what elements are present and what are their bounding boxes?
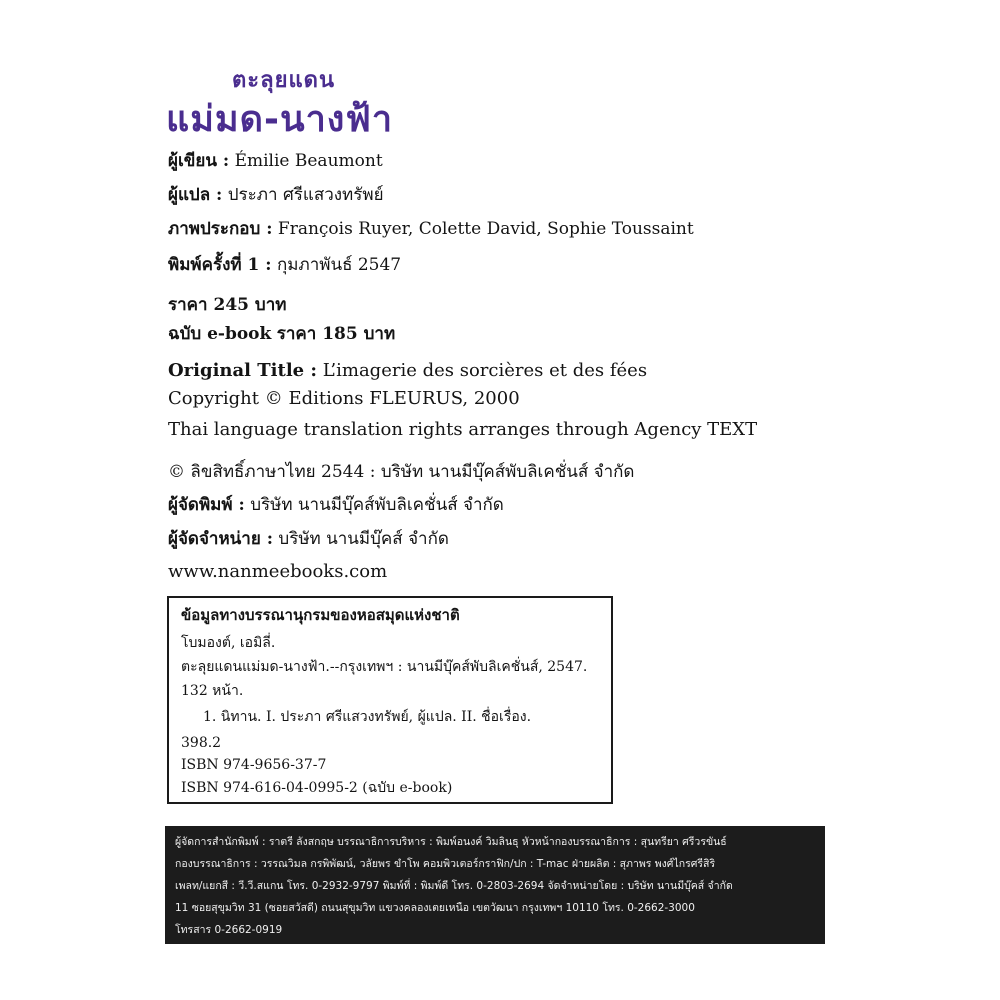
price: ราคา 245 บาท: [168, 295, 287, 315]
illustrator-label: ภาพประกอบ :: [168, 219, 273, 239]
footer-line: โทรสาร 0-2662-0919: [175, 924, 283, 936]
footer-line: เพลท/แยกสี : วี.วี.สแกน โทร. 0-2932-9797 พิมพ์ที่ : พิมพ์ดี โทร. 0-2803-2694 จัดจำหน่ายโดย : บริษัท นานมีบุ๊คส์ จำกัด: [175, 880, 733, 892]
illustrator-names: François Ruyer, Colette David, Sophie Toussaint: [277, 219, 694, 239]
translator-name: ประภา ศรีแสวงทรัพย์: [227, 185, 384, 205]
publisher-label: ผู้จัดพิมพ์ :: [168, 495, 245, 515]
original-title-label: Original Title :: [168, 360, 318, 381]
publisher-line: [168, 494, 504, 516]
distributor-line: [168, 528, 449, 550]
ebook-label: ฉบับ e-book: [168, 324, 272, 344]
catalog-line: 132 หน้า.: [181, 683, 244, 699]
copyright: Copyright © Editions FLEURUS, 2000: [168, 388, 520, 409]
edition-date: กุมภาพันธ์ 2547: [276, 255, 402, 275]
catalog-line: 1. นิทาน. I. ประภา ศรีแสวงทรัพย์, ผู้แปล. II. ชื่อเรื่อง.: [203, 709, 532, 725]
ebook-price-line: [168, 323, 395, 345]
catalog-line: ตะลุยแดนแม่มด-นางฟ้า.--กรุงเทพฯ : นานมีบุ๊คส์พับลิเคชั่นส์, 2547.: [181, 659, 588, 675]
catalog-isbn: ISBN 974-9656-37-7: [181, 757, 327, 773]
catalog-heading: ข้อมูลทางบรรณานุกรมของหอสมุดแห่งชาติ: [181, 606, 460, 624]
distributor-name: บริษัท นานมีบุ๊คส์ จำกัด: [278, 529, 449, 549]
author-line: [168, 150, 383, 172]
footer-line: กองบรรณาธิการ : วรรณวิมล กรพิพัฒน์, วลัยพร ขำโพ คอมพิวเตอร์กราฟิก/ปก : T-mac ฝ่ายผลิต : สุภาพร พงศ์ไกรศรีสิริ: [175, 858, 716, 870]
catalog-line: โบมองต์, เอมิลี่.: [181, 635, 276, 651]
cataloging-data-box: [167, 596, 613, 804]
translator-label: ผู้แปล :: [168, 185, 223, 205]
book-subtitle: ตะลุยแดน: [232, 68, 335, 93]
footer-line: ผู้จัดการสำนักพิมพ์ : ราตรี ลังสกฤษ บรรณาธิการบริหาร : พิมพ์อนงค์ วิมลินธุ หัวหน้ากองบรรณาธิการ : สุนทรียา ศรีวรขันธ์: [175, 836, 727, 848]
ebook-price: ราคา 185 บาท: [276, 324, 396, 344]
website: www.nanmeebooks.com: [168, 561, 388, 582]
thai-copyright: © ลิขสิทธิ์ภาษาไทย 2544 : บริษัท นานมีบุ๊คส์พับลิเคชั่นส์ จำกัด: [168, 462, 635, 482]
distributor-label: ผู้จัดจำหน่าย :: [168, 529, 273, 549]
footer-line: 11 ซอยสุขุมวิท 31 (ซอยสวัสดี) ถนนสุขุมวิท แขวงคลองเตยเหนือ เขตวัฒนา กรุงเทพฯ 10110 โทร. 0-2662-3000: [175, 902, 695, 914]
edition-line: [168, 254, 401, 276]
catalog-line: 398.2: [181, 735, 222, 751]
original-title-line: [168, 360, 647, 382]
original-title: L’imagerie des sorcières et des fées: [322, 360, 648, 381]
edition-label: พิมพ์ครั้งที่ 1 :: [168, 255, 272, 275]
translator-line: [168, 184, 384, 206]
author-label: ผู้เขียน :: [168, 151, 230, 171]
illustrator-line: [168, 218, 694, 240]
staff-credits-panel: [165, 826, 825, 944]
publisher-name: บริษัท นานมีบุ๊คส์พับลิเคชั่นส์ จำกัด: [250, 495, 504, 515]
catalog-isbn-ebook: ISBN 974-616-04-0995-2 (ฉบับ e-book): [181, 780, 453, 796]
book-title: แม่มด-นางฟ้า: [166, 99, 394, 140]
translation-rights: Thai language translation rights arranges through Agency TEXT: [168, 419, 758, 440]
author-name: Émilie Beaumont: [234, 151, 383, 171]
